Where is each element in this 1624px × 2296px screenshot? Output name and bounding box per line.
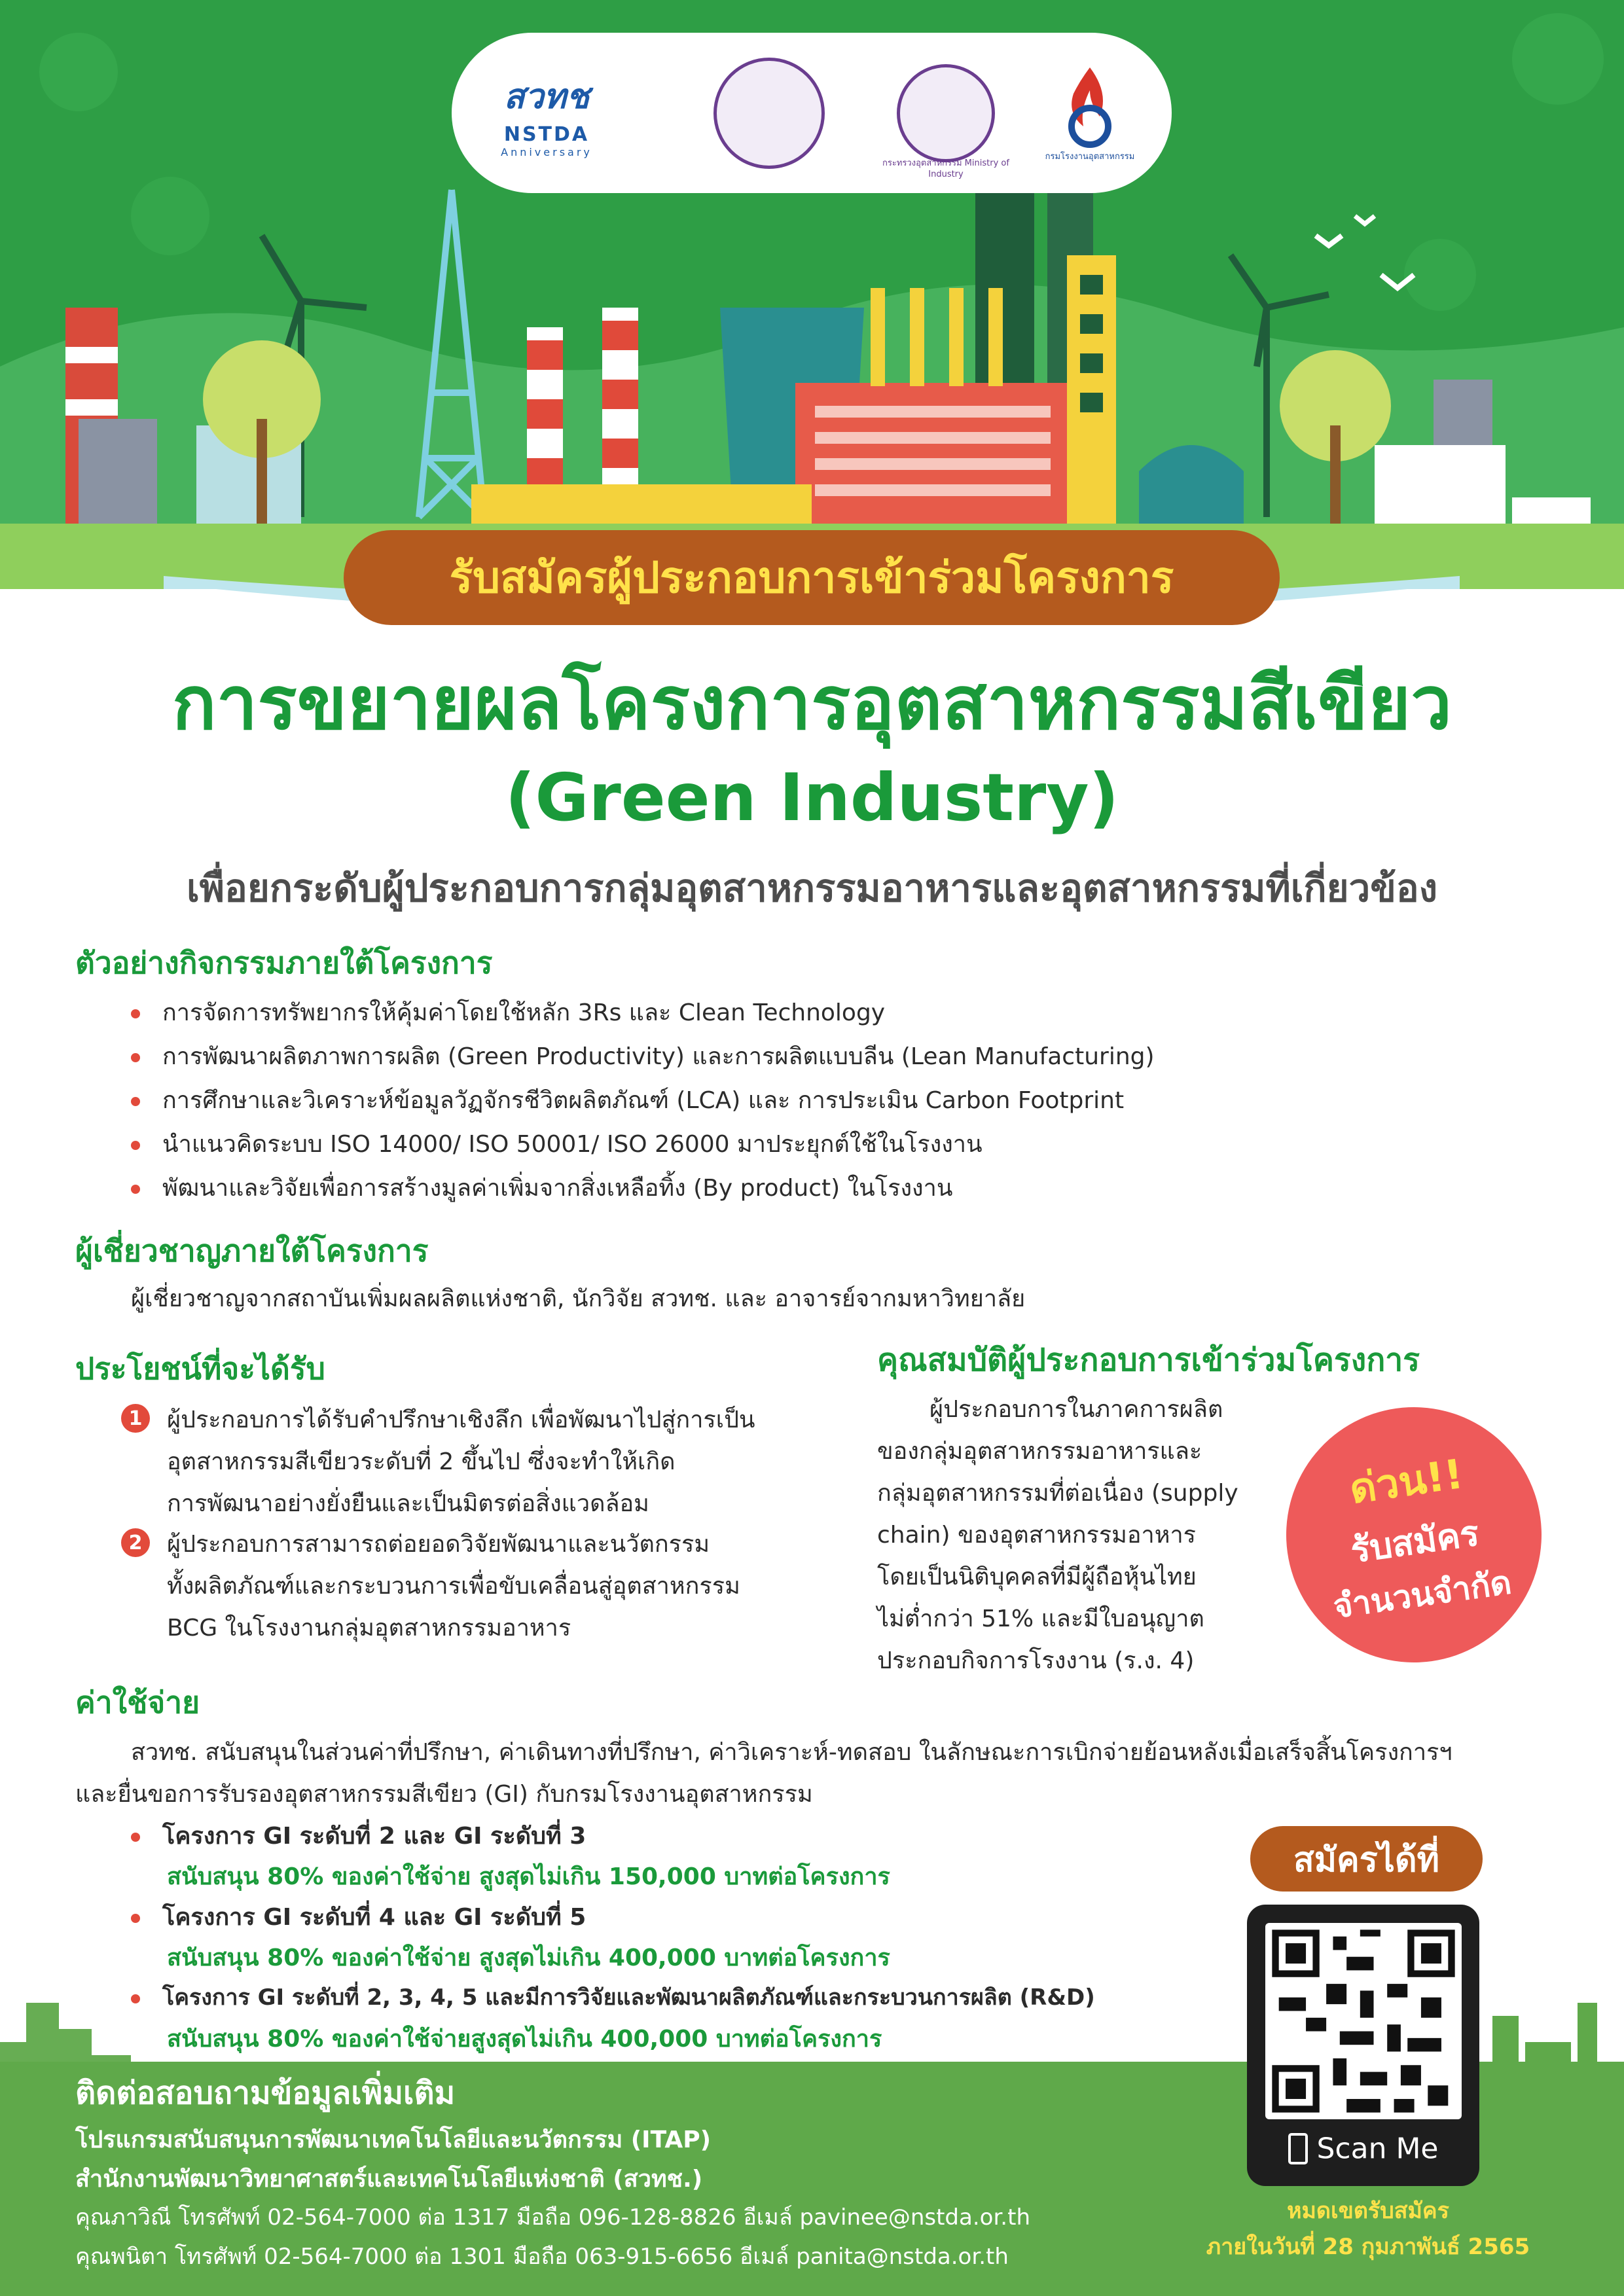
nstda-logo-caption: Anniversary <box>501 145 592 158</box>
recruit-banner: รับสมัครผู้ประกอบการเข้าร่วมโครงการ <box>344 530 1280 625</box>
deadline-label: หมดเขตรับสมัคร <box>1287 2198 1449 2224</box>
nstda-logo-sub: NSTDA <box>503 122 590 146</box>
contact-person-1: คุณภาวิณี โทรศัพท์ 02-564-7000 ต่อ 1317 มือถือ 096-128-8826 อีเมล์ pavinee@nstda.or.th <box>75 2204 1030 2231</box>
number-badge: 1 <box>121 1404 150 1433</box>
experts-text: ผู้เชี่ยวชาญจากสถาบันเพิ่มผลผลิตแห่งชาติ, นักวิจัย สวทช. และ อาจารย์จากมหาวิทยาลัย <box>131 1285 1026 1312</box>
qr-pattern-icon <box>1265 1923 1462 2119</box>
list-item: การจัดการทรัพยากรให้คุ้มค่าโดยใช้หลัก 3Rs และ Clean Technology <box>131 994 885 1031</box>
bullet-icon <box>131 1097 140 1106</box>
qr-code[interactable] <box>1265 1923 1462 2119</box>
logo-bar <box>452 33 1172 193</box>
nstda-logo-label: สวทช <box>503 77 590 117</box>
qr-code-card[interactable] <box>1247 1905 1479 2186</box>
bullet-icon <box>131 1009 140 1018</box>
page-subtitle: เพื่อยกระดับผู้ประกอบการกลุ่มอุตสาหกรรมอาหารและอุตสาหกรรมที่เกี่ยวข้อง <box>186 866 1438 910</box>
experts-heading: ผู้เชี่ยวชาญภายใต้โครงการ <box>75 1233 429 1268</box>
qualifications-text: ผู้ประกอบการในภาคการผลิต ของกลุ่มอุตสาหกรรมอาหารและ กลุ่มอุตสาหกรรมที่ต่อเนื่อง (supply chain) ของอุตสาหกรรมอาหาร โดยเป็นนิติบุคคลที่มีผู้ถือหุ้นไทย ไม่ต่ำกว่า 51% และมีใบอนุญาต ประกอบกิจการโรงงาน (ร.ง. 4) <box>877 1396 1238 1674</box>
urgent-stamp <box>1270 1391 1558 1679</box>
stamp-limited: จำนวนจำกัด <box>1331 1562 1514 1626</box>
seal-icon <box>713 58 825 169</box>
contact-person-2: คุณพนิตา โทรศัพท์ 02-564-7000 ต่อ 1301 มือถือ 063-915-6656 อีเมล์ panita@nstda.or.th <box>75 2244 1009 2270</box>
cost-item-title: โครงการ GI ระดับที่ 2, 3, 4, 5 และมีการวิจัยและพัฒนาผลิตภัณฑ์และกระบวนการผลิต (R&D) <box>131 1979 1095 2015</box>
stamp-urgent: ด่วน!! <box>1346 1449 1466 1513</box>
contact-org-1: โปรแกรมสนับสนุนการพัฒนาเทคโนโลยีและนวัตกรรม (ITAP) <box>75 2126 712 2153</box>
dept-caption: กรมโรงงานอุตสาหกรรม <box>1045 151 1135 162</box>
cost-item-support: สนับสนุน 80% ของค่าใช้จ่าย สูงสุดไม่เกิน 400,000 บาทต่อโครงการ <box>167 1945 890 1971</box>
activities-heading: ตัวอย่างกิจกรรมภายใต้โครงการ <box>75 945 493 980</box>
benefit-item: ผู้ประกอบการสามารถต่อยอดวิจัยพัฒนาและนวัตกรรม ทั้งผลิตภัณฑ์และกระบวนการเพื่อขับเคลื่อนสู่อุตสาหกรรม BCG ในโรงงานกลุ่มอุตสาหกรรมอาหาร <box>167 1531 740 1641</box>
page-title-english: (Green Industry) <box>505 759 1119 836</box>
flame-gear-icon <box>1054 64 1126 149</box>
benefit-item: ผู้ประกอบการได้รับคำปรึกษาเชิงลึก เพื่อพัฒนาไปสู่การเป็น อุตสาหกรรมสีเขียวระดับที่ 2 ขึ้นไป ซึ่งจะทำให้เกิด การพัฒนาอย่างยั่งยืนและเป็นมิตรต่อสิ่งแวดล้อม <box>167 1407 755 1517</box>
list-item: การศึกษาและวิเคราะห์ข้อมูลวัฏจักรชีวิตผลิตภัณฑ์ (LCA) และ การประเมิน Carbon Footprint <box>131 1081 1124 1119</box>
list-item: พัฒนาและวิจัยเพื่อการสร้างมูลค่าเพิ่มจากสิ่งเหลือทิ้ง (By product) ในโรงงาน <box>131 1169 952 1206</box>
seal-icon <box>897 64 995 162</box>
bullet-icon <box>131 1185 140 1194</box>
register-cta[interactable]: สมัครได้ที่ <box>1250 1826 1483 1892</box>
ministry-science-seal <box>713 58 825 169</box>
cost-para-2: และยื่นขอการรับรองอุตสาหกรรมสีเขียว (GI) กับกรมโรงงานอุตสาหกรรม <box>75 1781 813 1808</box>
benefits-heading: ประโยชน์ที่จะได้รับ <box>75 1351 325 1386</box>
bullet-icon <box>131 1053 140 1062</box>
cost-item-support: สนับสนุน 80% ของค่าใช้จ่ายสูงสุดไม่เกิน 400,000 บาทต่อโครงการ <box>167 2026 882 2053</box>
cost-para-1: สวทช. สนับสนุนในส่วนค่าที่ปรึกษา, ค่าเดินทางที่ปรึกษา, ค่าวิเคราะห์-ทดสอบ ในลักษณะการเบิกจ่ายย้อนหลังเมื่อเสร็จสิ้นโครงการฯ <box>131 1739 1453 1766</box>
scan-me-label: Scan Me <box>1247 2130 1479 2166</box>
ministry-industry-caption: กระทรวงอุตสาหกรรม Ministry of Industry <box>882 158 1009 179</box>
dept-industrial-works-logo <box>1034 58 1146 169</box>
list-item: นำแนวคิดระบบ ISO 14000/ ISO 50001/ ISO 26000 มาประยุกต์ใช้ในโรงงาน <box>131 1125 983 1162</box>
bullet-icon <box>131 1914 140 1923</box>
cost-item-title: โครงการ GI ระดับที่ 4 และ GI ระดับที่ 5 <box>131 1898 586 1935</box>
cost-heading: ค่าใช้จ่าย <box>75 1685 200 1720</box>
bullet-icon <box>131 1833 140 1842</box>
deadline-date: ภายในวันที่ 28 กุมภาพันธ์ 2565 <box>1206 2234 1530 2260</box>
bullet-icon <box>131 1141 140 1150</box>
cost-item-support: สนับสนุน 80% ของค่าใช้จ่าย สูงสุดไม่เกิน 150,000 บาทต่อโครงการ <box>167 1863 890 1890</box>
page-title: การขยายผลโครงการอุตสาหกรรมสีเขียว <box>171 661 1453 746</box>
contact-heading: ติดต่อสอบถามข้อมูลเพิ่มเติม <box>75 2075 456 2111</box>
nstda-logo <box>491 58 602 169</box>
contact-org-2: สำนักงานพัฒนาวิทยาศาสตร์และเทคโนโลยีแห่งชาติ (สวทช.) <box>75 2166 703 2193</box>
number-badge: 2 <box>121 1528 150 1557</box>
cost-item-title: โครงการ GI ระดับที่ 2 และ GI ระดับที่ 3 <box>131 1817 586 1854</box>
ministry-industry-seal <box>882 58 1009 179</box>
stamp-register: รับสมัคร <box>1348 1512 1482 1571</box>
list-item: การพัฒนาผลิตภาพการผลิต (Green Productivity) และการผลิตแบบลีน (Lean Manufacturing) <box>131 1037 1155 1075</box>
phone-icon <box>1288 2133 1308 2164</box>
qualifications-heading: คุณสมบัติผู้ประกอบการเข้าร่วมโครงการ <box>877 1342 1420 1378</box>
